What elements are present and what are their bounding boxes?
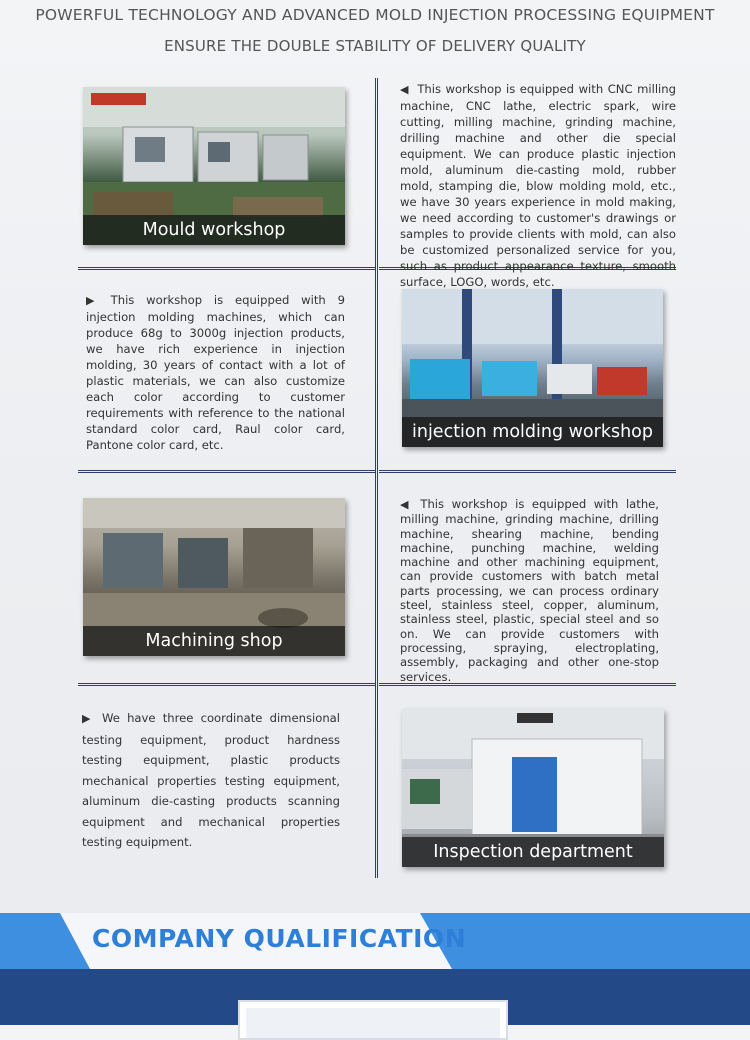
row-divider-2-left	[78, 470, 376, 473]
inspection-description	[82, 708, 340, 853]
machining-shop-caption: Machining shop	[83, 626, 345, 656]
mould-workshop-photo	[83, 87, 345, 245]
machining-shop-photo	[83, 498, 345, 656]
injection-workshop-description	[86, 292, 345, 453]
right-arrow-icon: ▶	[82, 712, 94, 725]
injection-workshop-photo	[402, 289, 663, 447]
left-arrow-icon: ◀	[400, 83, 410, 96]
mould-workshop-caption: Mould workshop	[83, 215, 345, 245]
row-divider-3-left	[78, 683, 376, 686]
headline-primary: POWERFUL TECHNOLOGY AND ADVANCED MOLD INJECTION PROCESSING EQUIPMENT	[35, 6, 715, 24]
left-arrow-icon: ◀	[400, 498, 413, 511]
injection-workshop-caption: injection molding workshop	[402, 417, 663, 447]
mould-workshop-text: This workshop is equipped with CNC milling machine, CNC lathe, electric spark, wire cutting, milling machine, grinding machine, drilling machine and other die special equipment. We can produce plastic injection mold, aluminum die-casting mold, rubber mold, stamping die, blow molding mold, etc., we have 30 years experience in mold making, we need according to customer's drawings or samples to provide clients with mold, can also be customized personalized service for you, such as product appearance texture, smooth surface, LOGO, words, etc.	[400, 82, 676, 289]
inspection-text: We have three coordinate dimensional testing equipment, product hardness testing equipment, plastic products mechanical properties testing equipment, aluminum die-casting products scanning equipment and mechanical properties testing equipment.	[82, 711, 340, 849]
injection-workshop-text: This workshop is equipped with 9 injection molding machines, which can produce 68g to 3000g injection products, we have rich experience in injection molding, 30 years of contact with a lot of plastic materials, we can also customize each color according to customer requirements with reference to the national standard color card, Raul color card, Pantone color card, etc.	[86, 293, 345, 452]
row-divider-1-left	[78, 267, 376, 270]
headline-secondary: ENSURE THE DOUBLE STABILITY OF DELIVERY QUALITY	[164, 37, 586, 55]
center-divider	[375, 78, 378, 878]
company-qualification-title: COMPANY QUALIFICATION	[92, 924, 467, 953]
inspection-photo	[402, 709, 664, 867]
row-divider-2-right	[379, 470, 676, 473]
machining-shop-text: This workshop is equipped with lathe, milling machine, grinding machine, drilling machine, shearing machine, bending machine, punching machine, welding machine and other machining equipment, can provide customers with batch metal parts processing, we can process ordinary steel, stainless steel, copper, aluminum, stainless steel, plastic, special steel and so on. We can provide customers with processing, spraying, electroplating, assembly, packaging and other one-stop services.	[400, 497, 659, 684]
inspection-caption: Inspection department	[402, 837, 664, 867]
certificate-preview	[246, 1008, 500, 1038]
machining-shop-description	[400, 497, 659, 684]
right-arrow-icon: ▶	[86, 294, 103, 307]
mould-workshop-description	[400, 81, 676, 290]
